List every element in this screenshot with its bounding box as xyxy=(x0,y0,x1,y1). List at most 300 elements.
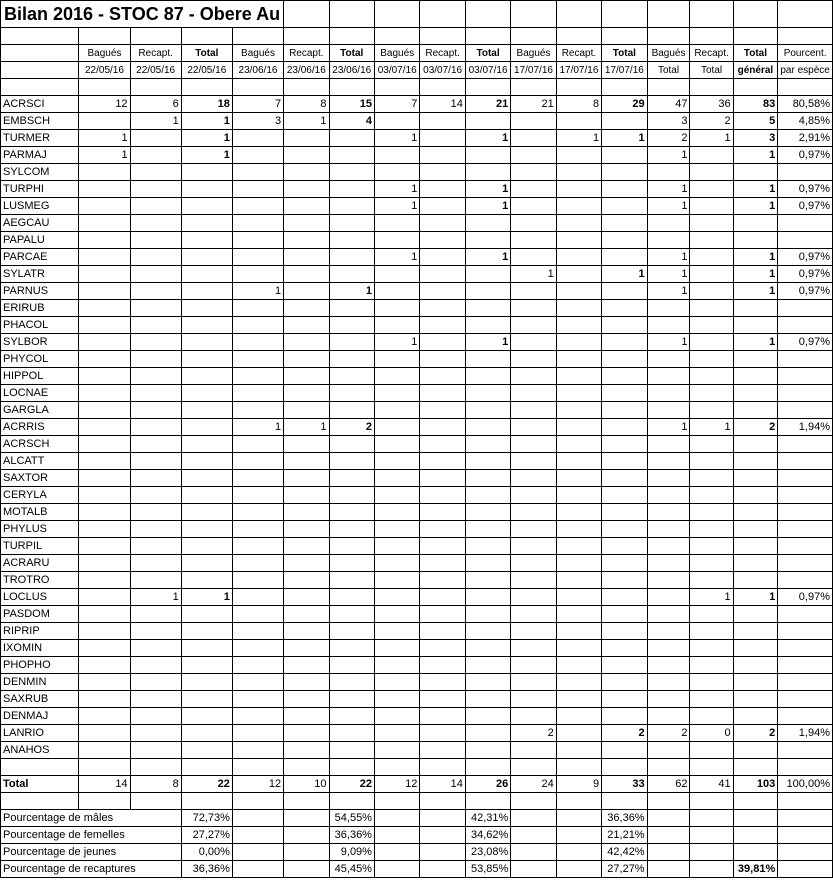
value-cell xyxy=(130,198,181,215)
value-cell xyxy=(733,504,778,521)
value-cell xyxy=(420,674,465,691)
species-code: PARCAE xyxy=(1,249,79,266)
value-cell xyxy=(647,521,690,538)
value-cell xyxy=(374,640,419,657)
value-cell xyxy=(329,436,374,453)
value-cell xyxy=(329,130,374,147)
value-cell xyxy=(778,674,833,691)
value-cell xyxy=(232,487,283,504)
value-cell xyxy=(181,232,232,249)
value-cell: 2 xyxy=(511,725,556,742)
value-cell xyxy=(181,164,232,181)
value-cell xyxy=(284,640,329,657)
value-cell xyxy=(420,300,465,317)
value-cell xyxy=(130,606,181,623)
column-header: Bagués xyxy=(511,45,556,62)
empty-cell xyxy=(420,810,465,827)
value-cell xyxy=(647,691,690,708)
empty-cell xyxy=(79,28,130,45)
value-cell xyxy=(232,504,283,521)
value-cell: 8 xyxy=(556,96,601,113)
value-cell xyxy=(284,572,329,589)
value-cell xyxy=(232,402,283,419)
value-cell: 1 xyxy=(181,589,232,606)
empty-cell xyxy=(374,28,419,45)
total-value: 100,00% xyxy=(778,776,833,793)
table-row xyxy=(1,113,833,130)
value-cell xyxy=(733,215,778,232)
column-subheader: 23/06/16 xyxy=(329,62,374,79)
value-cell xyxy=(284,555,329,572)
empty-cell xyxy=(284,793,329,810)
value-cell xyxy=(420,419,465,436)
total-value: 22 xyxy=(181,776,232,793)
value-cell: 0,97% xyxy=(778,334,833,351)
species-code: ACRRIS xyxy=(1,419,79,436)
table-row xyxy=(1,640,833,657)
stat-value: 21,21% xyxy=(602,827,647,844)
value-cell xyxy=(374,504,419,521)
value-cell: 1 xyxy=(733,249,778,266)
empty-cell xyxy=(420,79,465,96)
value-cell xyxy=(420,402,465,419)
value-cell xyxy=(690,640,733,657)
value-cell xyxy=(511,623,556,640)
value-cell xyxy=(420,640,465,657)
species-code: IXOMIN xyxy=(1,640,79,657)
value-cell xyxy=(778,657,833,674)
value-cell xyxy=(647,402,690,419)
value-cell xyxy=(778,504,833,521)
empty-cell xyxy=(1,28,79,45)
value-cell xyxy=(420,606,465,623)
value-cell: 1 xyxy=(181,147,232,164)
stat-value: 72,73% xyxy=(181,810,232,827)
value-cell xyxy=(647,385,690,402)
value-cell xyxy=(374,691,419,708)
value-cell: 1 xyxy=(130,113,181,130)
value-cell: 8 xyxy=(284,96,329,113)
value-cell xyxy=(329,487,374,504)
value-cell xyxy=(232,538,283,555)
empty-cell xyxy=(556,28,601,45)
value-cell xyxy=(284,708,329,725)
value-cell xyxy=(647,215,690,232)
value-cell xyxy=(733,232,778,249)
empty-cell xyxy=(602,79,647,96)
value-cell xyxy=(602,419,647,436)
empty-cell xyxy=(232,759,283,776)
value-cell xyxy=(79,572,130,589)
value-cell xyxy=(284,232,329,249)
table-row xyxy=(1,504,833,521)
value-cell xyxy=(374,300,419,317)
empty-cell xyxy=(130,79,181,96)
empty-cell xyxy=(465,28,510,45)
value-cell xyxy=(284,742,329,759)
value-cell xyxy=(465,691,510,708)
value-cell xyxy=(647,742,690,759)
value-cell xyxy=(733,317,778,334)
column-header: Total xyxy=(602,45,647,62)
value-cell xyxy=(511,113,556,130)
value-cell xyxy=(556,266,601,283)
value-cell xyxy=(420,572,465,589)
total-value: 10 xyxy=(284,776,329,793)
value-cell xyxy=(511,589,556,606)
value-cell xyxy=(232,130,283,147)
stat-value: 0,00% xyxy=(181,844,232,861)
value-cell: 1 xyxy=(647,249,690,266)
column-subheader: 22/05/16 xyxy=(130,62,181,79)
value-cell xyxy=(232,351,283,368)
value-cell xyxy=(232,215,283,232)
empty-cell xyxy=(778,759,833,776)
value-cell xyxy=(602,334,647,351)
column-header: Recapt. xyxy=(690,45,733,62)
total-value: 26 xyxy=(465,776,510,793)
value-cell: 1 xyxy=(690,130,733,147)
value-cell xyxy=(130,572,181,589)
stat-row xyxy=(1,827,833,844)
value-cell xyxy=(511,657,556,674)
value-cell xyxy=(79,113,130,130)
value-cell: 0,97% xyxy=(778,147,833,164)
value-cell xyxy=(181,181,232,198)
empty-cell xyxy=(420,759,465,776)
value-cell xyxy=(329,657,374,674)
value-cell: 36 xyxy=(690,96,733,113)
species-code: SYLATR xyxy=(1,266,79,283)
value-cell xyxy=(602,487,647,504)
species-code: TROTRO xyxy=(1,572,79,589)
value-cell xyxy=(511,640,556,657)
value-cell xyxy=(556,657,601,674)
empty-cell xyxy=(690,827,733,844)
empty-cell xyxy=(778,1,833,28)
empty-cell xyxy=(284,79,329,96)
empty-cell xyxy=(420,827,465,844)
value-cell xyxy=(374,402,419,419)
empty-cell xyxy=(284,1,329,28)
value-cell xyxy=(284,453,329,470)
column-subheader: 23/06/16 xyxy=(232,62,283,79)
empty-cell xyxy=(181,28,232,45)
value-cell xyxy=(556,742,601,759)
value-cell: 2 xyxy=(329,419,374,436)
value-cell xyxy=(232,606,283,623)
value-cell xyxy=(329,198,374,215)
value-cell xyxy=(79,181,130,198)
value-cell: 1 xyxy=(79,147,130,164)
table-row xyxy=(1,300,833,317)
value-cell xyxy=(420,725,465,742)
value-cell: 3 xyxy=(647,113,690,130)
value-cell xyxy=(420,147,465,164)
value-cell: 1 xyxy=(284,419,329,436)
table-row xyxy=(1,657,833,674)
column-subheader: Total xyxy=(647,62,690,79)
value-cell xyxy=(284,164,329,181)
value-cell xyxy=(329,691,374,708)
value-cell xyxy=(420,368,465,385)
value-cell xyxy=(778,402,833,419)
value-cell xyxy=(690,555,733,572)
value-cell xyxy=(79,708,130,725)
value-cell xyxy=(690,538,733,555)
value-cell xyxy=(511,674,556,691)
table-row xyxy=(1,351,833,368)
value-cell xyxy=(733,555,778,572)
value-cell xyxy=(465,317,510,334)
value-cell xyxy=(465,674,510,691)
empty-cell xyxy=(232,844,283,861)
value-cell xyxy=(733,674,778,691)
value-cell xyxy=(556,521,601,538)
value-cell xyxy=(130,215,181,232)
empty-cell xyxy=(690,28,733,45)
value-cell xyxy=(374,572,419,589)
empty-cell xyxy=(556,793,601,810)
value-cell xyxy=(130,555,181,572)
value-cell xyxy=(420,215,465,232)
value-cell xyxy=(181,640,232,657)
value-cell xyxy=(232,708,283,725)
value-cell xyxy=(511,317,556,334)
empty-cell xyxy=(420,844,465,861)
value-cell xyxy=(778,436,833,453)
value-cell xyxy=(602,453,647,470)
value-cell xyxy=(556,164,601,181)
stat-value: 27,27% xyxy=(602,861,647,878)
table-row xyxy=(1,572,833,589)
value-cell xyxy=(602,300,647,317)
value-cell xyxy=(329,674,374,691)
value-cell: 1 xyxy=(465,181,510,198)
value-cell xyxy=(647,555,690,572)
value-cell xyxy=(602,640,647,657)
value-cell xyxy=(733,623,778,640)
value-cell xyxy=(232,572,283,589)
value-cell xyxy=(130,538,181,555)
value-cell xyxy=(690,351,733,368)
value-cell xyxy=(556,555,601,572)
empty-cell xyxy=(690,759,733,776)
species-code: EMBSCH xyxy=(1,113,79,130)
table-row xyxy=(1,742,833,759)
value-cell: 14 xyxy=(420,96,465,113)
species-code: LOCLUS xyxy=(1,589,79,606)
value-cell xyxy=(79,742,130,759)
value-cell xyxy=(79,249,130,266)
table-row xyxy=(1,368,833,385)
value-cell xyxy=(602,113,647,130)
value-cell xyxy=(79,215,130,232)
value-cell xyxy=(79,368,130,385)
column-subheader: 22/05/16 xyxy=(181,62,232,79)
value-cell xyxy=(690,470,733,487)
value-cell xyxy=(647,657,690,674)
value-cell xyxy=(181,249,232,266)
empty-cell xyxy=(647,79,690,96)
value-cell: 1 xyxy=(647,334,690,351)
empty-cell xyxy=(181,79,232,96)
value-cell xyxy=(79,487,130,504)
value-cell xyxy=(79,164,130,181)
column-subheader: 03/07/16 xyxy=(420,62,465,79)
value-cell xyxy=(374,232,419,249)
value-cell: 1 xyxy=(733,283,778,300)
empty-cell xyxy=(556,79,601,96)
stat-value: 9,09% xyxy=(329,844,374,861)
value-cell xyxy=(690,436,733,453)
value-cell xyxy=(511,198,556,215)
value-cell xyxy=(690,198,733,215)
value-cell xyxy=(465,368,510,385)
value-cell xyxy=(511,232,556,249)
value-cell xyxy=(374,521,419,538)
value-cell xyxy=(284,215,329,232)
value-cell xyxy=(232,555,283,572)
value-cell xyxy=(232,249,283,266)
empty-cell xyxy=(602,759,647,776)
species-code: ANAHOS xyxy=(1,742,79,759)
empty-cell xyxy=(778,810,833,827)
value-cell xyxy=(181,215,232,232)
stat-row xyxy=(1,810,833,827)
value-cell xyxy=(602,674,647,691)
value-cell xyxy=(284,657,329,674)
value-cell xyxy=(465,487,510,504)
value-cell xyxy=(420,453,465,470)
value-cell xyxy=(465,453,510,470)
empty-cell xyxy=(511,793,556,810)
empty-cell xyxy=(690,1,733,28)
value-cell: 1 xyxy=(284,113,329,130)
value-cell: 0,97% xyxy=(778,266,833,283)
column-header: Pourcent. xyxy=(778,45,833,62)
value-cell xyxy=(130,674,181,691)
title-row xyxy=(1,1,833,28)
value-cell xyxy=(602,657,647,674)
species-code: AEGCAU xyxy=(1,215,79,232)
value-cell xyxy=(181,691,232,708)
value-cell xyxy=(465,385,510,402)
value-cell xyxy=(511,351,556,368)
value-cell: 1 xyxy=(602,130,647,147)
species-code: ACRSCH xyxy=(1,436,79,453)
value-cell xyxy=(329,368,374,385)
value-cell: 1 xyxy=(690,419,733,436)
species-code: PHYLUS xyxy=(1,521,79,538)
value-cell xyxy=(465,113,510,130)
value-cell xyxy=(602,436,647,453)
empty-cell xyxy=(465,793,510,810)
value-cell xyxy=(556,334,601,351)
value-cell: 1 xyxy=(79,130,130,147)
value-cell xyxy=(511,249,556,266)
value-cell xyxy=(778,487,833,504)
value-cell xyxy=(733,300,778,317)
table-row xyxy=(1,623,833,640)
column-subheader: Total xyxy=(690,62,733,79)
value-cell: 1 xyxy=(374,249,419,266)
column-header: Total xyxy=(733,45,778,62)
stat-label: Pourcentage de femelles xyxy=(1,827,182,844)
value-cell xyxy=(556,198,601,215)
value-cell xyxy=(420,504,465,521)
value-cell xyxy=(181,521,232,538)
value-cell xyxy=(690,334,733,351)
empty-cell xyxy=(556,861,601,878)
column-subheader: par espèce xyxy=(778,62,833,79)
empty-cell xyxy=(1,45,79,62)
value-cell xyxy=(232,164,283,181)
value-cell xyxy=(556,385,601,402)
value-cell xyxy=(778,470,833,487)
empty-cell xyxy=(647,28,690,45)
empty-cell xyxy=(602,1,647,28)
value-cell xyxy=(232,368,283,385)
empty-cell xyxy=(181,759,232,776)
value-cell xyxy=(690,606,733,623)
table-row xyxy=(1,521,833,538)
value-cell xyxy=(690,249,733,266)
value-cell xyxy=(511,453,556,470)
empty-cell xyxy=(374,793,419,810)
value-cell xyxy=(602,691,647,708)
empty-cell xyxy=(778,827,833,844)
value-cell xyxy=(181,708,232,725)
value-cell xyxy=(374,385,419,402)
value-cell xyxy=(556,368,601,385)
value-cell xyxy=(284,351,329,368)
value-cell xyxy=(130,691,181,708)
empty-cell xyxy=(733,793,778,810)
value-cell xyxy=(130,657,181,674)
value-cell xyxy=(511,521,556,538)
species-code: LOCNAE xyxy=(1,385,79,402)
value-cell xyxy=(511,470,556,487)
value-cell xyxy=(284,521,329,538)
value-cell xyxy=(778,453,833,470)
value-cell xyxy=(690,504,733,521)
value-cell xyxy=(690,283,733,300)
value-cell xyxy=(374,436,419,453)
empty-cell xyxy=(130,759,181,776)
value-cell xyxy=(556,487,601,504)
value-cell: 1 xyxy=(733,589,778,606)
value-cell xyxy=(284,300,329,317)
value-cell xyxy=(511,708,556,725)
value-cell xyxy=(556,538,601,555)
value-cell xyxy=(556,300,601,317)
empty-cell xyxy=(647,793,690,810)
spacer-row xyxy=(1,793,833,810)
value-cell xyxy=(647,504,690,521)
column-subheader: 17/07/16 xyxy=(556,62,601,79)
value-cell xyxy=(511,147,556,164)
value-cell xyxy=(511,555,556,572)
value-cell xyxy=(374,368,419,385)
value-cell xyxy=(778,300,833,317)
empty-cell xyxy=(556,810,601,827)
value-cell xyxy=(284,504,329,521)
value-cell xyxy=(420,232,465,249)
value-cell xyxy=(284,249,329,266)
value-cell xyxy=(733,470,778,487)
value-cell xyxy=(329,147,374,164)
